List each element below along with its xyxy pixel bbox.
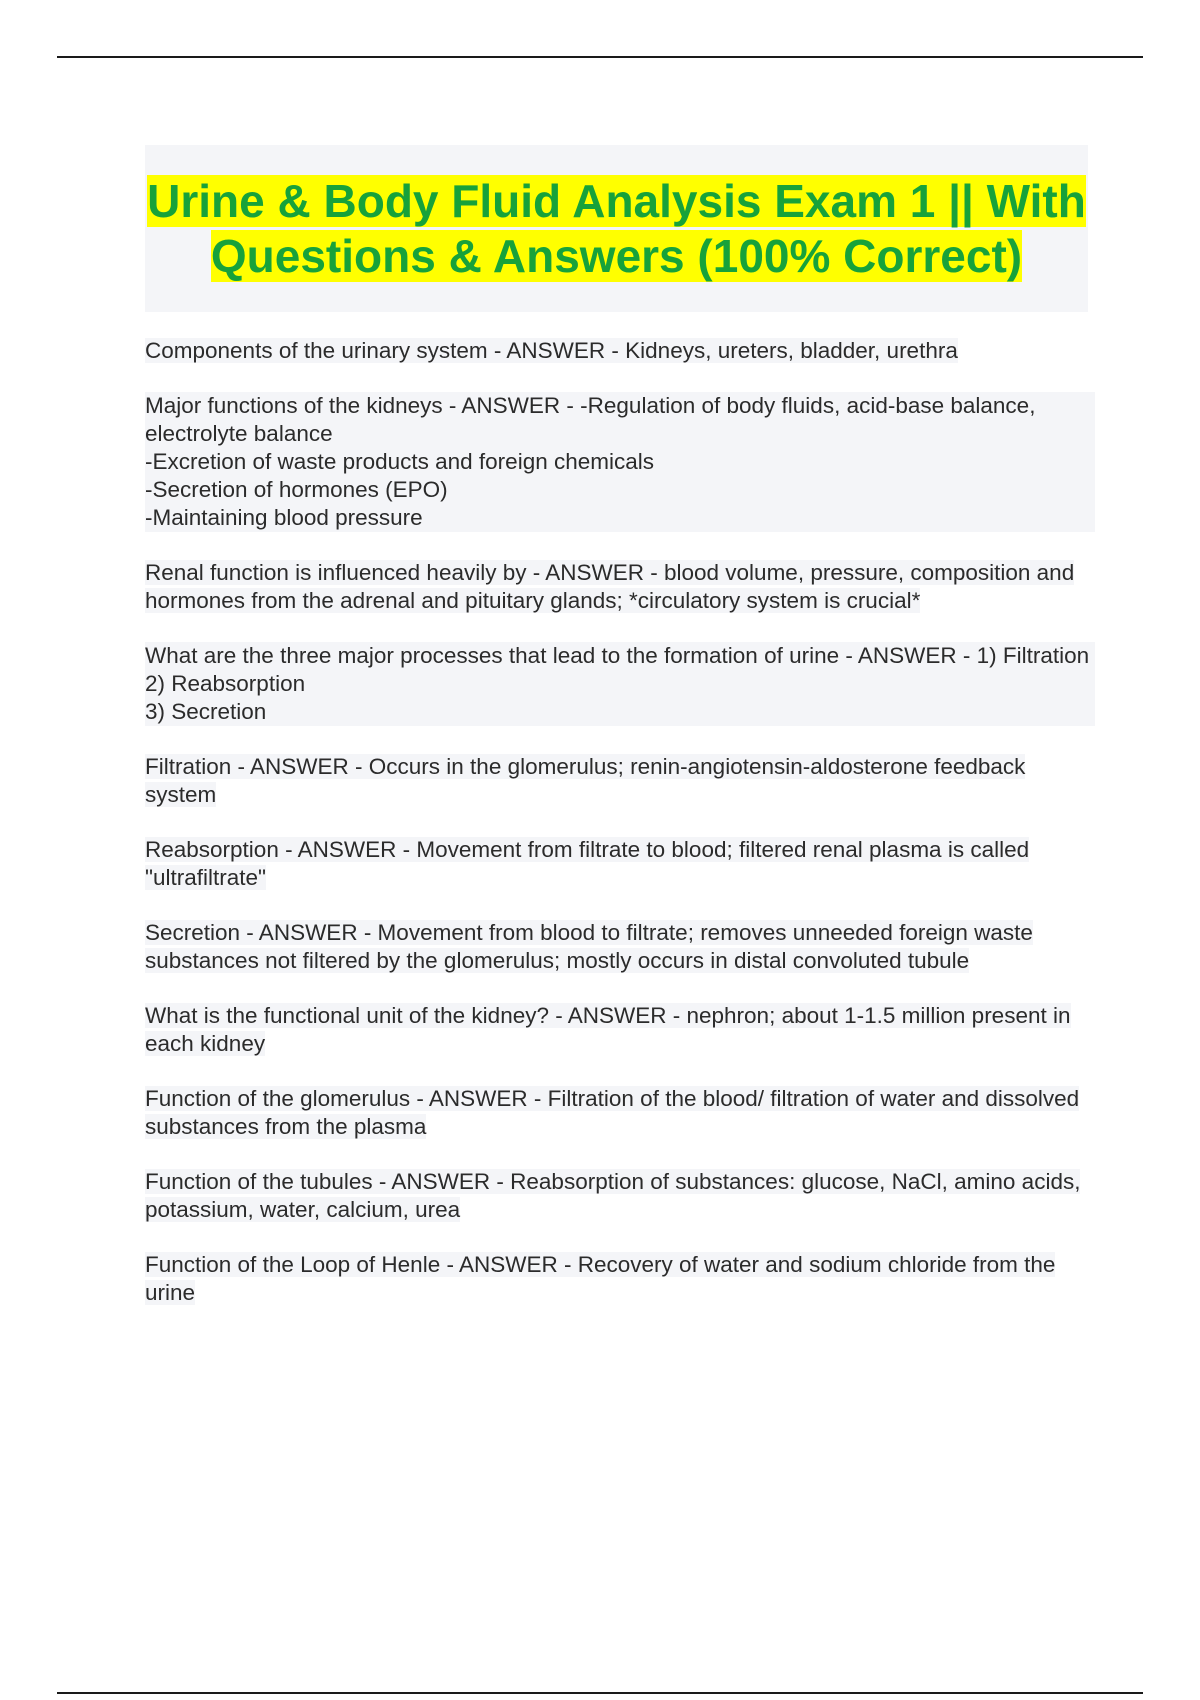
qa-item-text: Function of the tubules - ANSWER - Reabsorption of substances: glucose, NaCl, amino acids, potassium, water, calcium, urea (145, 1169, 1081, 1222)
header-rule (57, 56, 1143, 58)
qa-item (145, 559, 1095, 615)
qa-item-text: Components of the urinary system - ANSWER - Kidneys, ureters, bladder, urethra (145, 338, 958, 363)
qa-item-text: Function of the glomerulus - ANSWER - Filtration of the blood/ filtration of water and dissolved substances from the plasma (145, 1086, 1080, 1139)
qa-item-text: Secretion - ANSWER - Movement from blood to filtrate; removes unneeded foreign waste substances not filtered by the glomerulus; mostly occurs in distal convoluted tubule (145, 920, 1033, 973)
qa-item-line: -Secretion of hormones (EPO) (145, 476, 1095, 504)
qa-list (145, 337, 1095, 1334)
qa-item (145, 337, 1095, 365)
qa-item-line: 2) Reabsorption (145, 670, 1095, 698)
qa-item (145, 919, 1095, 975)
title-block (145, 145, 1088, 312)
qa-item-text: What is the functional unit of the kidney? - ANSWER - nephron; about 1-1.5 million present in each kidney (145, 1003, 1071, 1056)
qa-item (145, 392, 1095, 532)
qa-item-line: -Maintaining blood pressure (145, 504, 1095, 532)
document-title (145, 174, 1088, 284)
qa-item-text: Filtration - ANSWER - Occurs in the glomerulus; renin-angiotensin-aldosterone feedback system (145, 754, 1026, 807)
document-title-text: Urine & Body Fluid Analysis Exam 1 || With Questions & Answers (100% Correct) (147, 174, 1086, 282)
qa-item-text: Reabsorption - ANSWER - Movement from filtrate to blood; filtered renal plasma is called "ultrafiltrate" (145, 837, 1030, 890)
qa-item (145, 1002, 1095, 1058)
qa-item-text: Major functions of the kidneys - ANSWER - -Regulation of body fluids, acid-base balance, electrolyte balance (145, 392, 1095, 448)
footer-rule (57, 1692, 1143, 1694)
qa-item (145, 836, 1095, 892)
qa-item-line: -Excretion of waste products and foreign chemicals (145, 448, 1095, 476)
qa-item (145, 1251, 1095, 1307)
qa-item (145, 642, 1095, 726)
qa-item-text: What are the three major processes that lead to the formation of urine - ANSWER - 1) Filtration (145, 642, 1095, 670)
qa-item-line: 3) Secretion (145, 698, 1095, 726)
qa-item (145, 1085, 1095, 1141)
qa-item (145, 753, 1095, 809)
qa-item-text: Function of the Loop of Henle - ANSWER - Recovery of water and sodium chloride from the urine (145, 1252, 1056, 1305)
qa-item-text: Renal function is influenced heavily by - ANSWER - blood volume, pressure, composition and hormones from the adrenal and pituitary glands; *circulatory system is crucial* (145, 560, 1075, 613)
qa-item (145, 1168, 1095, 1224)
